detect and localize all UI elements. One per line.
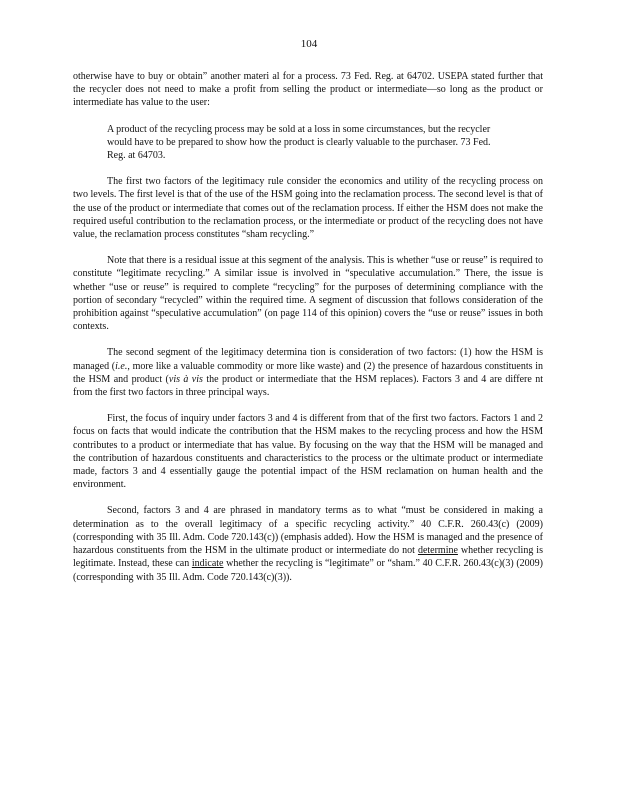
block-quote: A product of the recycling process may be sold at a loss in some circumstances, but the recycler would have to be prepared to show how the product is clearly valuable to the purchaser. 73 Fed. Reg. at 64703. bbox=[107, 123, 491, 162]
text-run: whether the recycling is “legitimate” or “sham.” 40 C.F.R. 260.43(c)(3) (2009) (corresponding with 35 Ill. Adm. Code 720.143(c)(3)). bbox=[73, 558, 543, 583]
text-run: , more like a valuable commodity or more like waste) and (2) the presence of hazardous constituents in the HSM and product ( bbox=[73, 360, 543, 385]
text-run: whether recycling is legitimate. Instead, these can bbox=[73, 545, 543, 570]
underlined-indicate: indicate bbox=[191, 558, 224, 570]
italic-vis-a-vis: vis à vis bbox=[168, 373, 203, 385]
italic-ie: i.e. bbox=[115, 360, 128, 372]
paragraph-continued: otherwise have to buy or obtain” another materi al for a process. 73 Fed. Reg. at 64702. USEPA stated further that the recycler does not need to make a profit from selling the product or intermediate—so long as the product or intermediate has value to the user: bbox=[73, 71, 543, 109]
text-run: the product or intermediate that the HSM replaces). Factors 3 and 4 are differe nt from the first two factors in three principal ways. bbox=[73, 373, 543, 399]
paragraph-focus-of-inquiry: First, the focus of inquiry under factors 3 and 4 is different from that of the first two factors. Factors 1 and 2 focus on facts that would indicate the contribution that the HSM makes to the recycling process and how the HSM contributes to a product or intermediate that has value. By focusing on the way that the HSM will be managed and the contribution of hazardous constituents and characteristics to the process or the ultimate product or intermediate made, factors 3 and 4 essentially gauge the potential impact of the HSM reclamation on human health and the environment. bbox=[73, 413, 543, 491]
paragraph-mandatory-terms bbox=[73, 504, 543, 583]
text-run: The second segment of the legitimacy determina tion is consideration of two factors: (1) how the HSM is managed ( bbox=[73, 347, 543, 372]
paragraph-first-two-factors: The first two factors of the legitimacy rule consider the economics and utility of the recycling process on two levels. The first level is that of the use of the HSM going into the reclamation process. The second level is that of the use of the product or intermediate that comes out of the reclamation process. If either the HSM does not make the required useful contribution to the reclamation process, or the intermediate or product of the recycling does not have value, the reclamation process constitutes “sham recycling.” bbox=[73, 176, 543, 241]
text-run: Second, factors 3 and 4 are phrased in mandatory terms as to what “must be considered in making a determination as to the overall legitimacy of a specific recycling activity.” 40 C.F.R. 260.43(c) (2009) (corresponding with 35 Ill. Adm. Code 720.143(c)) (emphasis added). How the HSM is managed and the presence of hazardous constituents from the HSM in the ultimate product or intermediate do not bbox=[73, 505, 543, 557]
page-number: 104 bbox=[300, 38, 318, 50]
underlined-determine: determine bbox=[417, 545, 458, 557]
document-body bbox=[73, 70, 543, 597]
paragraph-residual-issue: Note that there is a residual issue at this segment of the analysis. This is whether “use or reuse” is required to constitute “legitimate recycling.” A similar issue is involved in “speculative accumulation.” There, the issue is whether “use or reuse” is required to complete “recycling” for the purposes of determining compliance with the portion of secondary “recycled” within the required time. A segment of discussion that follows consideration of the prohibition against “speculative accumulation” (on page 114 of this opinion) covers the “use or reuse” issues in both contexts. bbox=[73, 255, 543, 333]
paragraph-second-segment bbox=[73, 346, 543, 399]
